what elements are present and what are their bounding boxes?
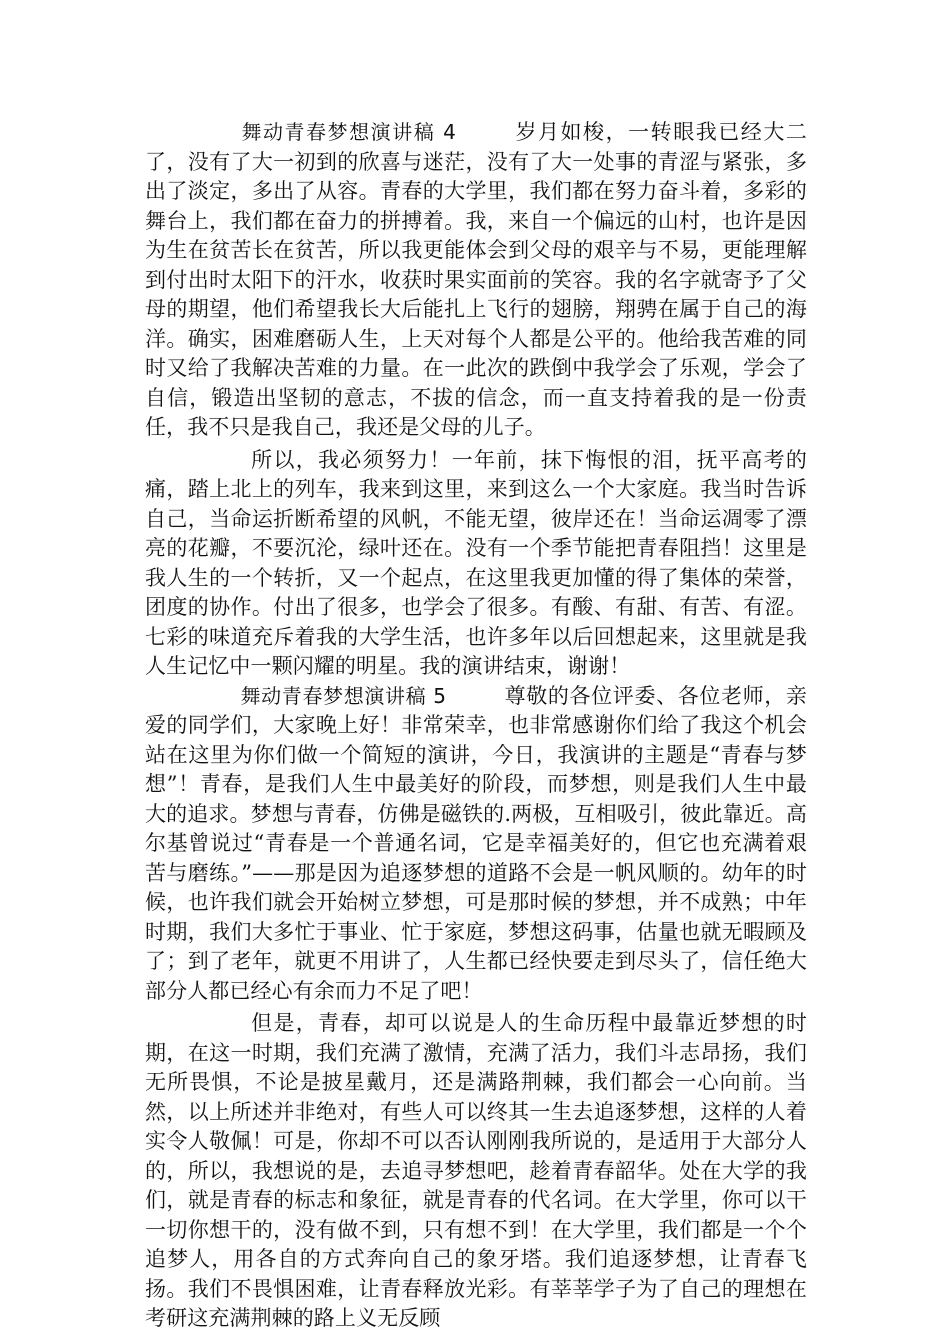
speech-4-second-paragraph [145,446,807,682]
speech-4-title: 舞动青春梦想演讲稿 4 [240,120,456,144]
speech-5-second-paragraph [145,1009,807,1334]
speech-4-paragraph-2: 所以，我必须努力！一年前，抹下悔恨的泪，抚平高考的痛，踏上北上的列车，我来到这里，来到这么一个大家庭。我当时告诉自己，当命运折断希望的风帆，不能无望，彼岸还在！当命运凋零了漂亮的花瓣，不要沉沦，绿叶还在。没有一个季节能把青春阻挡！这里是我人生的一个转折，又一个起点，在这里我更加懂的得了集体的荣誉，团度的协作。付出了很多，也学会了很多。有酸、有甜、有苦、有涩。七彩的味道充斥着我的大学生活，也许多年以后回想起来，这里就是我人生记忆中一颗闪耀的明星。我的演讲结束，谢谢！ [145,447,807,678]
speech-5-paragraph-1: 尊敬的各位评委、各位老师，亲爱的同学们，大家晚上好！非常荣幸，也非常感谢你们给了我这个机会站在这里为你们做一个简短的演讲，今日，我演讲的主题是“青春与梦想”！青春，是我们人生中最美好的阶段，而梦想，则是我们人生中最大的追求。梦想与青春，仿佛是磁铁的.两极，互相吸引，彼此靠近。高尔基曾说过“青春是一个普通名词，它是幸福美好的，但它也充满着艰苦与磨练。”——那是因为追逐梦想的道路不会是一帆风顺的。幼年的时候，也许我们就会开始树立梦想，可是那时候的梦想，并不成熟；中年时期，我们大多忙于事业、忙于家庭，梦想这码事，估量也就无暇顾及了；到了老年，就更不用讲了，人生都已经快要走到尽头了，信任绝大部分人都已经心有余而力不足了吧！ [145,683,807,1003]
speech-5-title: 舞动青春梦想演讲稿 5 [240,683,447,708]
speech-5-opening-paragraph [145,682,807,1007]
document-body [145,118,807,1334]
speech-4-paragraph-1: 岁月如梭，一转眼我已经大二了，没有了大一初到的欣喜与迷茫，没有了大一处事的青涩与紧张，多出了淡定，多出了从容。青春的大学里，我们都在努力奋斗着，多彩的舞台上，我们都在奋力的拼搏着。我，来自一个偏远的山村，也许是因为生在贫苦长在贫苦，所以我更能体会到父母的艰辛与不易，更能理解到付出时太阳下的汗水，收获时果实面前的笑容。我的名字就寄予了父母的期望，他们希望我长大后能扎上飞行的翅膀，翔骋在属于自己的海洋。确实，困难磨砺人生，上天对每个人都是公平的。他给我苦难的同时又给了我解决苦难的力量。在一此次的跌倒中我学会了乐观，学会了自信，锻造出坚韧的意志，不拔的信念，而一直支持着我的是一份责任，我不只是我自己，我还是父母的儿子。 [145,120,807,439]
speech-5-paragraph-2: 但是，青春，却可以说是人的生命历程中最靠近梦想的时期，在这一时期，我们充满了激情，充满了活力，我们斗志昂扬，我们无所畏惧，不论是披星戴月，还是满路荆棘，我们都会一心向前。当然，以上所述并非绝对，有些人可以终其一生去追逐梦想，这样的人着实令人敬佩！可是，你却不可以否认刚刚我所说的，是适用于大部分人的，所以，我想说的是，去追寻梦想吧，趁着青春韶华。处在大学的我们，就是青春的标志和象征，就是青春的代名词。在大学里，你可以干一切你想干的，没有做不到，只有想不到！在大学里，我们都是一个个追梦人，用各自的方式奔向自己的象牙塔。我们追逐梦想，让青春飞扬。我们不畏惧困难，让青春释放光彩。有莘莘学子为了自己的理想在考研这充满荆棘的路上义无反顾 [145,1011,807,1330]
speech-4-opening-paragraph [145,118,807,443]
